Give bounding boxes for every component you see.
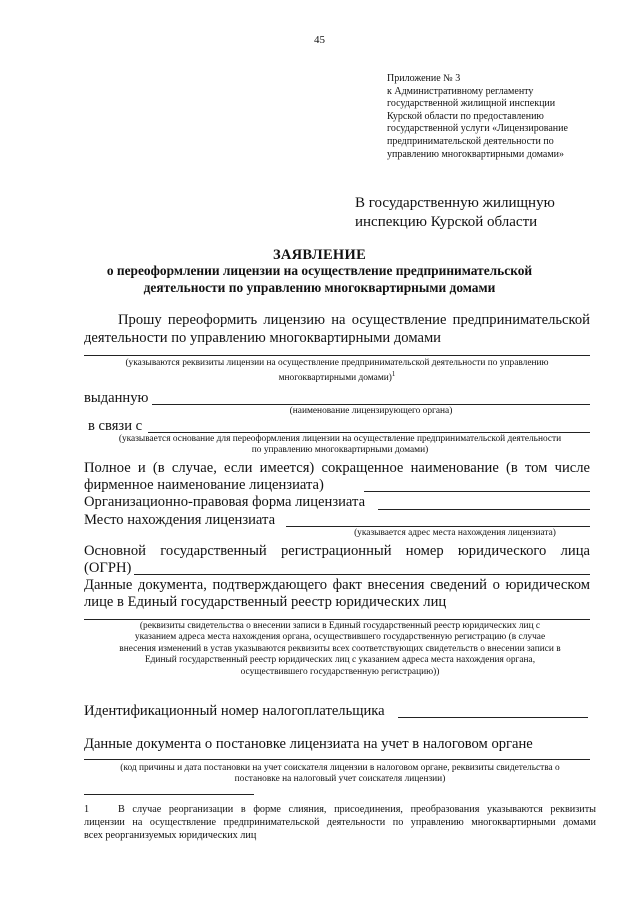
annex-line: Приложение № 3 (387, 73, 461, 84)
hint-line: осуществившего государственную регистрацию)) (240, 666, 440, 677)
hint-line: (реквизиты свидетельства о внесении записи в Единый государственный реестр юридических лиц с (139, 621, 541, 631)
hint-line: (указываются реквизиты лицензии на осуществление предпринимательской деятельности по управлению (125, 358, 549, 368)
hint-text: многоквартирными домами) (278, 373, 392, 384)
name-line-1: Полное и (в случае, если имеется) сокращенное наименование (в том числе (84, 460, 590, 476)
tax-reg-field[interactable] (84, 759, 590, 760)
annex-reference (387, 73, 568, 161)
footnote-line-3: всех реорганизуемых юридических лиц (84, 830, 257, 841)
inn-label: Идентификационный номер налогоплательщика (84, 703, 385, 719)
issued-label: выданную (84, 390, 149, 406)
hint-line: Единый государственный реестр юридических лиц с указанием адреса места нахождения органа, (144, 655, 536, 666)
subtitle-line-2: деятельности по управлению многоквартирными домами (143, 279, 496, 295)
page-number: 45 (314, 34, 325, 46)
egrul-line-1: Данные документа, подтверждающего факт внесения сведений о юридическом (84, 577, 590, 593)
addressee-line-1: В государственную жилищную (355, 195, 555, 211)
annex-line: государственной услуги «Лицензирование (387, 123, 568, 135)
annex-line: к Административному регламенту (387, 85, 534, 97)
reason-label: в связи с (88, 418, 143, 434)
annex-line: государственной жилищной инспекции (387, 98, 556, 110)
request-line-1: Прошу переоформить лицензию на осуществление предпринимательской (118, 312, 590, 328)
name-field[interactable] (364, 491, 590, 492)
license-details-field[interactable] (84, 355, 590, 356)
addressee-line-2: инспекцию Курской области (355, 214, 538, 230)
tax-reg-label: Данные документа о постановке лицензиата на учет в налоговом органе (84, 736, 533, 752)
ogrn-line-2: (ОГРН) (84, 560, 132, 576)
annex-line: Курской области по предоставлению (387, 110, 544, 122)
location-field[interactable] (286, 526, 590, 527)
name-line-2: фирменное наименование лицензиата) (84, 477, 324, 493)
issuing-authority-field[interactable] (152, 404, 590, 405)
annex-line: управлению многоквартирными домами» (387, 148, 565, 160)
license-details-hint (84, 358, 590, 385)
footnote-separator (84, 794, 254, 795)
inn-field[interactable] (398, 717, 588, 718)
reason-hint (84, 434, 596, 457)
location-hint: (указывается адрес места нахождения лицензиата) (354, 528, 556, 538)
footnote-line-2: лицензии на осуществление предпринимательской деятельности по управлению многоквартирными домами (84, 817, 596, 828)
tax-reg-hint (84, 763, 596, 786)
egrul-field[interactable] (84, 619, 590, 620)
document-title: ЗАЯВЛЕНИЕ (272, 247, 367, 263)
hint-line: (код причины и дата постановки на учет соискателя лицензии в налоговом органе, реквизиты свидетельства о (120, 763, 560, 773)
hint-line: внесения изменений в устав указываются реквизиты всех соответствующих свидетельств о внесении записи в (119, 643, 561, 654)
issuing-authority-hint: (наименование лицензирующего органа) (289, 406, 453, 416)
footnote-line-1: В случае реорганизации в форме слияния, присоединения, преобразования указываются реквизиты (118, 804, 596, 815)
document-subtitle (0, 263, 639, 296)
egrul-hint (84, 621, 596, 678)
hint-line: по управлению многоквартирными домами) (251, 445, 429, 456)
hint-line: постановке на налоговый учет соискателя лицензии) (234, 774, 446, 785)
ogrn-field[interactable] (134, 574, 590, 575)
hint-line: указанием адреса места нахождения органа, осуществившего государственную регистрацию (в случае (134, 632, 546, 643)
annex-line: предпринимательской деятельности по (387, 135, 554, 147)
subtitle-line-1: о переоформлении лицензии на осуществление предпринимательской (106, 263, 533, 278)
reason-field[interactable] (148, 432, 590, 433)
addressee (355, 194, 555, 232)
egrul-line-2: лице в Единый государственный реестр юридических лиц (84, 594, 447, 610)
request-line-2: деятельности по управлению многоквартирными домами (84, 330, 441, 346)
hint-line: (указывается основание для переоформления лицензии на осуществление предпринимательской деятельности (118, 434, 562, 444)
location-label: Место нахождения лицензиата (84, 512, 276, 528)
footnote-ref: 1 (391, 370, 396, 379)
footnote-mark: 1 (84, 804, 90, 815)
legal-form-field[interactable] (378, 509, 590, 510)
ogrn-line-1: Основной государственный регистрационный номер юридического лица (84, 543, 590, 559)
hint-line (84, 369, 590, 385)
legal-form-label: Организационно-правовая форма лицензиата (84, 494, 366, 510)
